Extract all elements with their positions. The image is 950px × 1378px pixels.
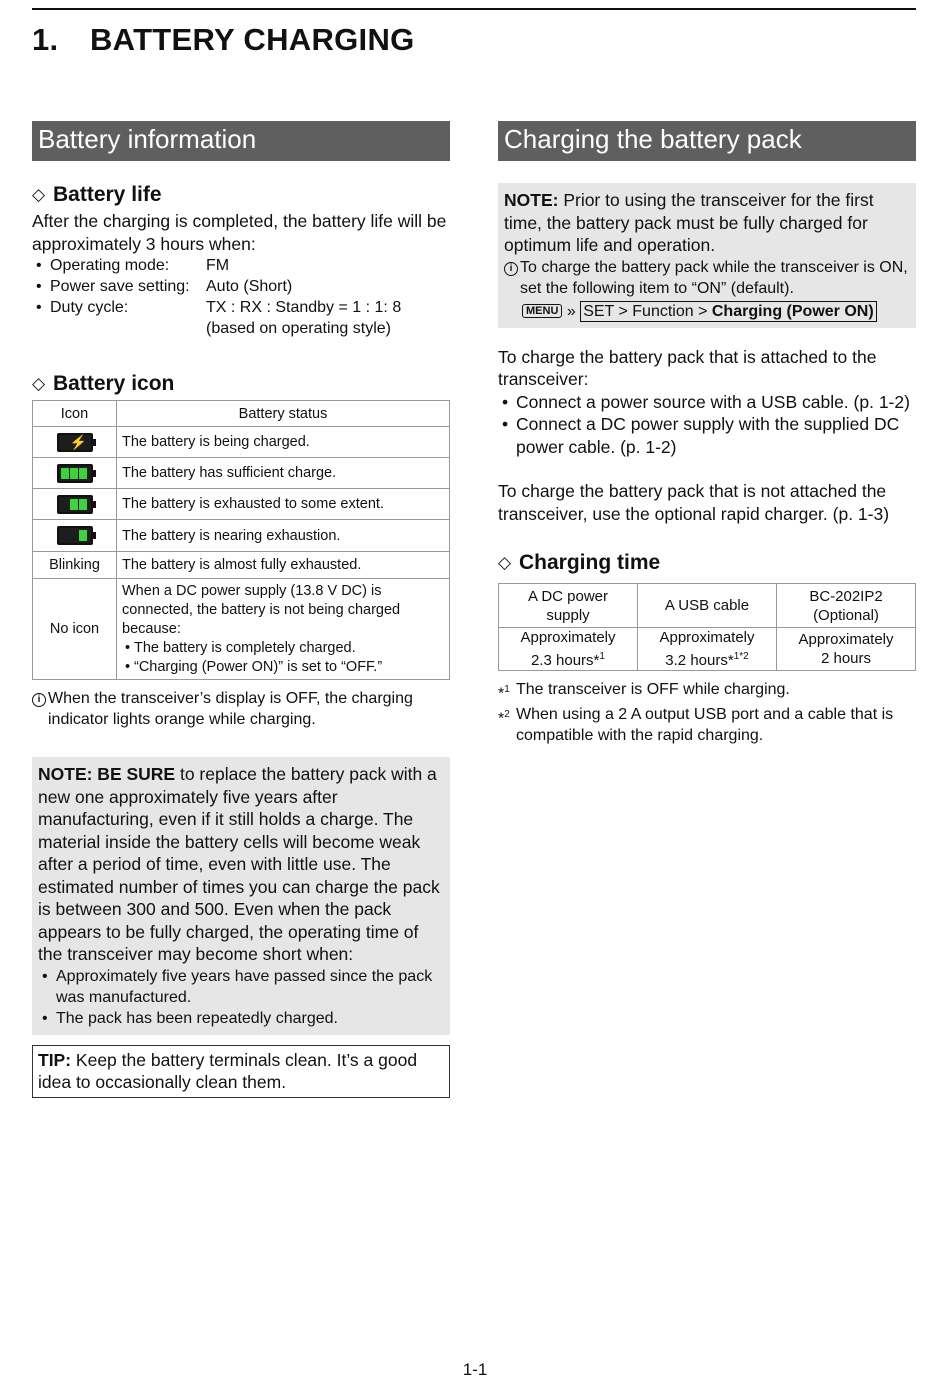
charging-time-heading — [498, 551, 916, 575]
not-attached-text: To charge the battery pack that is not attached the transceiver, use the optional rapid charger. (p. 1-3) — [498, 481, 890, 524]
status-line: When a DC power supply (13.8 V DC) is — [122, 583, 382, 599]
spec-row: • Power save setting: Auto (Short) — [32, 276, 450, 297]
table-header-row — [33, 401, 450, 427]
battery-icon-heading — [32, 372, 450, 396]
spec-row: • Operating mode: FM — [32, 255, 450, 276]
menu-arrow: » — [566, 302, 576, 320]
tip-text — [38, 1049, 444, 1094]
section-title-battery-information: Battery information — [32, 121, 450, 161]
info-icon: i — [504, 262, 518, 276]
top-rule — [32, 8, 916, 10]
spec-value: TX : RX : Standby = 1 : 1: 8 — [206, 299, 402, 316]
battery-life-intro: After the charging is completed, the battery life will be approximately 3 hours when: — [32, 211, 447, 254]
battery-icon-table — [32, 400, 450, 680]
note-info — [504, 257, 910, 299]
note-text — [38, 763, 444, 966]
icon-cell-no-icon: No icon — [33, 579, 117, 680]
attached-bullet: • Connect a DC power supply with the supplied DC power cable. (p. 1-2) — [502, 414, 900, 457]
footnote: *$^1$ The transceiver is OFF while charging. — [498, 681, 790, 703]
status-cell: The battery is being charged. — [117, 427, 450, 458]
charge-time-cell: Approximately 2 hours — [777, 628, 916, 671]
note-body: to replace the battery pack with a new one approximately five years after manufacturing, even if it still holds a charge. The material inside the battery cells will become weak after a period of time, even with little use. The estimated number of times you can charge the pack is between 300 and 500. Even when the pack appears to be fully charged, the operating time of the transceiver may become short when: — [38, 764, 440, 964]
table-row — [33, 427, 450, 458]
tip-body: Keep the battery terminals clean. It’s a good idea to occasionally clean them. — [38, 1049, 418, 1092]
status-bullet: • The battery is completely charged. — [125, 640, 356, 656]
note-bullet: • Approximately five years have passed since the pack was manufactured. — [42, 967, 433, 1006]
info-icon: i — [32, 693, 46, 707]
note-body: Prior to using the transceiver for the first time, the battery pack must be fully charged for optimum life and operation. — [504, 190, 874, 255]
battery-one-third-icon — [57, 526, 93, 545]
note-info-text: To charge the battery pack while the transceiver is ON, set the following item to “ON” (default). — [520, 258, 908, 297]
col-header-status: Battery status — [117, 401, 450, 427]
table-row — [33, 458, 450, 489]
battery-icon-heading-text: Battery icon — [53, 372, 175, 395]
path-item: Charging (Power ON) — [711, 302, 874, 320]
left-column — [32, 121, 450, 1098]
spec-key: Power save setting: — [50, 278, 190, 295]
table-row — [33, 579, 450, 680]
col-header: A DC power supply — [499, 584, 638, 628]
settings-path — [580, 301, 876, 322]
charge-time-cell: Approximately 2.3 hours*$^1$ — [499, 628, 638, 671]
right-column — [498, 121, 916, 746]
icon-cell — [33, 489, 117, 520]
status-cell: The battery is exhausted to some extent. — [117, 489, 450, 520]
attached-bullet: • Connect a power source with a USB cable. (p. 1-2) — [502, 391, 910, 412]
icon-cell — [33, 520, 117, 552]
col-header: BC-202IP2 (Optional) — [777, 584, 916, 628]
battery-life-specs — [32, 255, 450, 339]
table-row — [33, 552, 450, 579]
tip-label: TIP: — [38, 1049, 72, 1070]
tip-box — [32, 1045, 450, 1098]
battery-life-heading — [32, 183, 450, 207]
battery-full-icon — [57, 464, 93, 483]
icon-cell — [33, 427, 117, 458]
note-text — [504, 189, 910, 257]
battery-replacement-note — [32, 757, 450, 1035]
spec-value: Auto (Short) — [206, 278, 293, 295]
table-header-row — [499, 584, 916, 628]
charging-time-table — [498, 583, 916, 671]
battery-life-heading-text: Battery life — [53, 183, 162, 206]
battery-two-thirds-icon — [57, 495, 93, 514]
icon-cell-blinking: Blinking — [33, 552, 117, 579]
spec-key: Operating mode: — [50, 257, 170, 274]
spec-row: • Duty cycle: TX : RX : Standby = 1 : 1: 8 — [32, 297, 450, 318]
chapter-title — [32, 22, 415, 58]
icon-cell — [33, 458, 117, 489]
spec-key: Duty cycle: — [50, 299, 129, 316]
table-row — [33, 489, 450, 520]
info-note-text: When the transceiver’s display is OFF, the charging indicator lights orange while charging. — [48, 690, 413, 728]
status-cell: The battery has sufficient charge. — [117, 458, 450, 489]
charge-time-cell: Approximately 3.2 hours*$^{1*2}$ — [638, 628, 777, 671]
status-cell — [117, 579, 450, 680]
diamond-icon: ◇ — [32, 374, 46, 393]
footnotes — [498, 679, 916, 746]
status-cell: The battery is almost fully exhausted. — [117, 552, 450, 579]
spec-value: FM — [206, 257, 230, 274]
col-header-icon: Icon — [33, 401, 117, 427]
spec-value-continued: (based on operating style) — [206, 320, 391, 337]
menu-key-icon: MENU — [522, 304, 562, 318]
charging-indicator-info — [32, 688, 450, 730]
table-row — [499, 628, 916, 671]
section-title-charging-battery-pack: Charging the battery pack — [498, 121, 916, 161]
page-number: 1-1 — [462, 1360, 488, 1378]
note-label: NOTE: — [504, 190, 559, 210]
chapter-number: 1. — [32, 22, 59, 57]
charging-time-heading-text: Charging time — [519, 551, 661, 574]
first-use-note — [498, 183, 916, 328]
battery-charging-icon: ⚡ — [57, 433, 93, 452]
footnote: *$^2$ When using a 2 A output USB port and a cable that is compatible with the rapid charging. — [498, 706, 894, 745]
menu-path — [504, 301, 910, 322]
path-prefix: SET > Function > — [583, 302, 712, 320]
diamond-icon: ◇ — [498, 553, 512, 572]
note-label: NOTE: BE SURE — [38, 764, 176, 784]
attached-intro: To charge the battery pack that is attached to the transceiver: — [498, 346, 877, 389]
status-bullet: • “Charging (Power ON)” is set to “OFF.” — [125, 659, 383, 675]
note-bullet: • The pack has been repeatedly charged. — [42, 1009, 338, 1027]
status-line: connected, the battery is not being charged — [122, 602, 401, 618]
chapter-title-text: BATTERY CHARGING — [90, 22, 415, 57]
diamond-icon: ◇ — [32, 185, 46, 204]
spec-row — [32, 318, 450, 339]
table-row — [33, 520, 450, 552]
col-header: A USB cable — [638, 584, 777, 628]
status-cell: The battery is nearing exhaustion. — [117, 520, 450, 552]
status-line: because: — [122, 621, 181, 637]
